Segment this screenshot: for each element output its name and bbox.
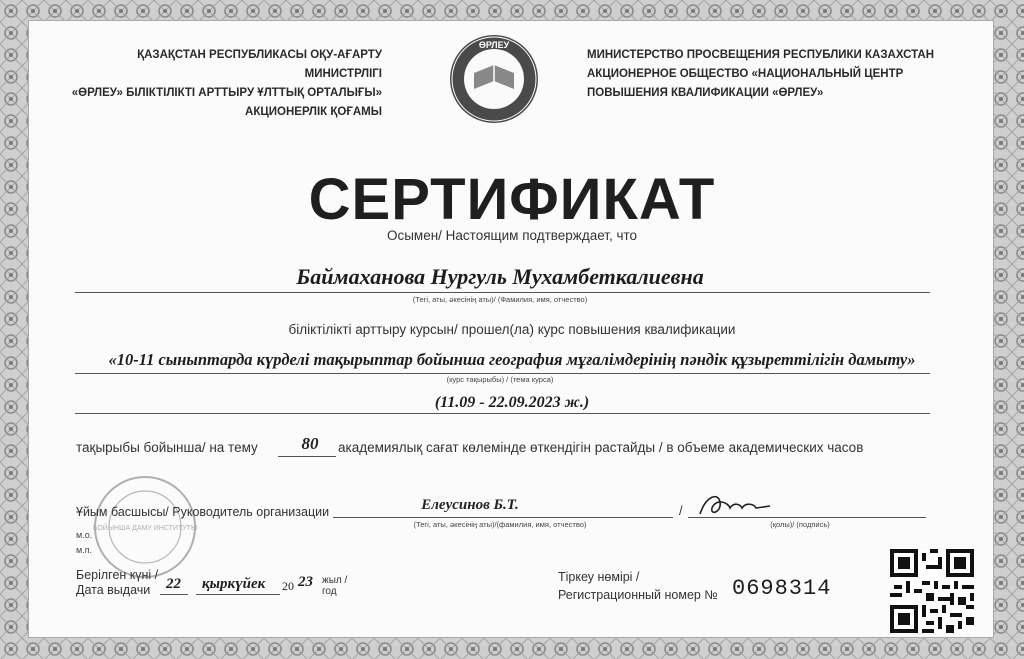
issue-date-label: Берілген күні / Дата выдачи <box>76 568 159 597</box>
header-russian: МИНИСТЕРСТВО ПРОСВЕЩЕНИЯ РЕСПУБЛИКИ КАЗАХСТАН АКЦИОНЕРНОЕ ОБЩЕСТВО «НАЦИОНАЛЬНЫЙ ЦЕНТР ПОВЫШЕНИЯ КВАЛИФИКАЦИИ «ӨРЛЕУ» <box>587 49 934 99</box>
confirm-text: Осымен/ Настоящим подтверждает, что <box>386 228 638 243</box>
year-prefix: 20 <box>282 579 294 593</box>
hours-prefix: тақырыбы бойынша/ на тему <box>76 440 258 455</box>
head-underline <box>333 517 673 518</box>
hours-suffix: академиялық сағат көлемінде өткендігін растайды / в объеме академических часов <box>338 440 864 455</box>
issue-month: қыркүйек <box>202 576 266 592</box>
qr-code <box>890 549 974 633</box>
hours-underline <box>278 456 336 457</box>
seal-place: м.о. м.п. <box>76 530 93 555</box>
recipient-name: Баймаханова Нургуль Мухамбеткалиевна <box>296 264 704 289</box>
course-dates: (11.09 - 22.09.2023 ж.) <box>434 394 590 411</box>
head-name-caption: (Тегі, аты, әкесінің аты)/(фамилия, имя, отчество) <box>413 520 587 529</box>
hours-value: 80 <box>301 434 319 453</box>
topic-caption: (курс тақырыбы) / (тема курса) <box>446 375 554 384</box>
name-underline <box>75 292 930 293</box>
name-caption: (Тегі, аты, әкесінің аты)/ (Фамилия, имя, отчество) <box>412 295 588 304</box>
stamp-text: БОЙЫНША ДАМУ ИНСТИТУТЫ <box>92 525 198 532</box>
day-underline <box>160 594 188 595</box>
signature <box>694 488 774 524</box>
issue-year: 23 <box>298 574 313 590</box>
header-kazakh: ҚАЗАҚСТАН РЕСПУБЛИКАСЫ ОҚУ-АҒАРТУ МИНИСТРЛІГІ «ӨРЛЕУ» БІЛІКТІЛІКТІ АРТТЫРУ ҰЛТТЫҚ ОРТАЛЫҒЫ» АКЦИОНЕРЛІК ҚОҒАМЫ <box>71 49 382 118</box>
registration-number: 0698314 <box>732 576 832 601</box>
head-label: Ұйым басшысы/ Руководитель организации <box>76 505 330 519</box>
certificate-title: СЕРТИФИКАТ <box>308 167 716 232</box>
round-stamp <box>90 472 200 582</box>
logo-text: ӨРЛЕУ <box>478 40 510 50</box>
head-name: Елеусинов Б.Т. <box>421 497 519 513</box>
month-underline <box>196 594 280 595</box>
dates-underline <box>75 413 930 414</box>
signature-caption: (қолы)/ (подпись) <box>770 520 830 529</box>
signature-underline <box>688 517 926 518</box>
slash-separator: / <box>679 503 683 518</box>
course-intro: біліктілікті арттыру курсын/ прошел(ла) курс повышения квалификации <box>288 322 736 337</box>
issue-day: 22 <box>166 576 181 592</box>
topic-underline <box>75 373 930 374</box>
orleu-logo <box>448 33 540 125</box>
year-label: жыл / год <box>322 575 348 597</box>
registration-label: Тіркеу нөмірі / Регистрационный номер № <box>558 570 718 602</box>
course-topic: «10-11 сыныптарда күрделі тақырыптар бойынша география мұғалімдерінің пәндік құзыреттілігін дамыту» <box>108 350 916 369</box>
